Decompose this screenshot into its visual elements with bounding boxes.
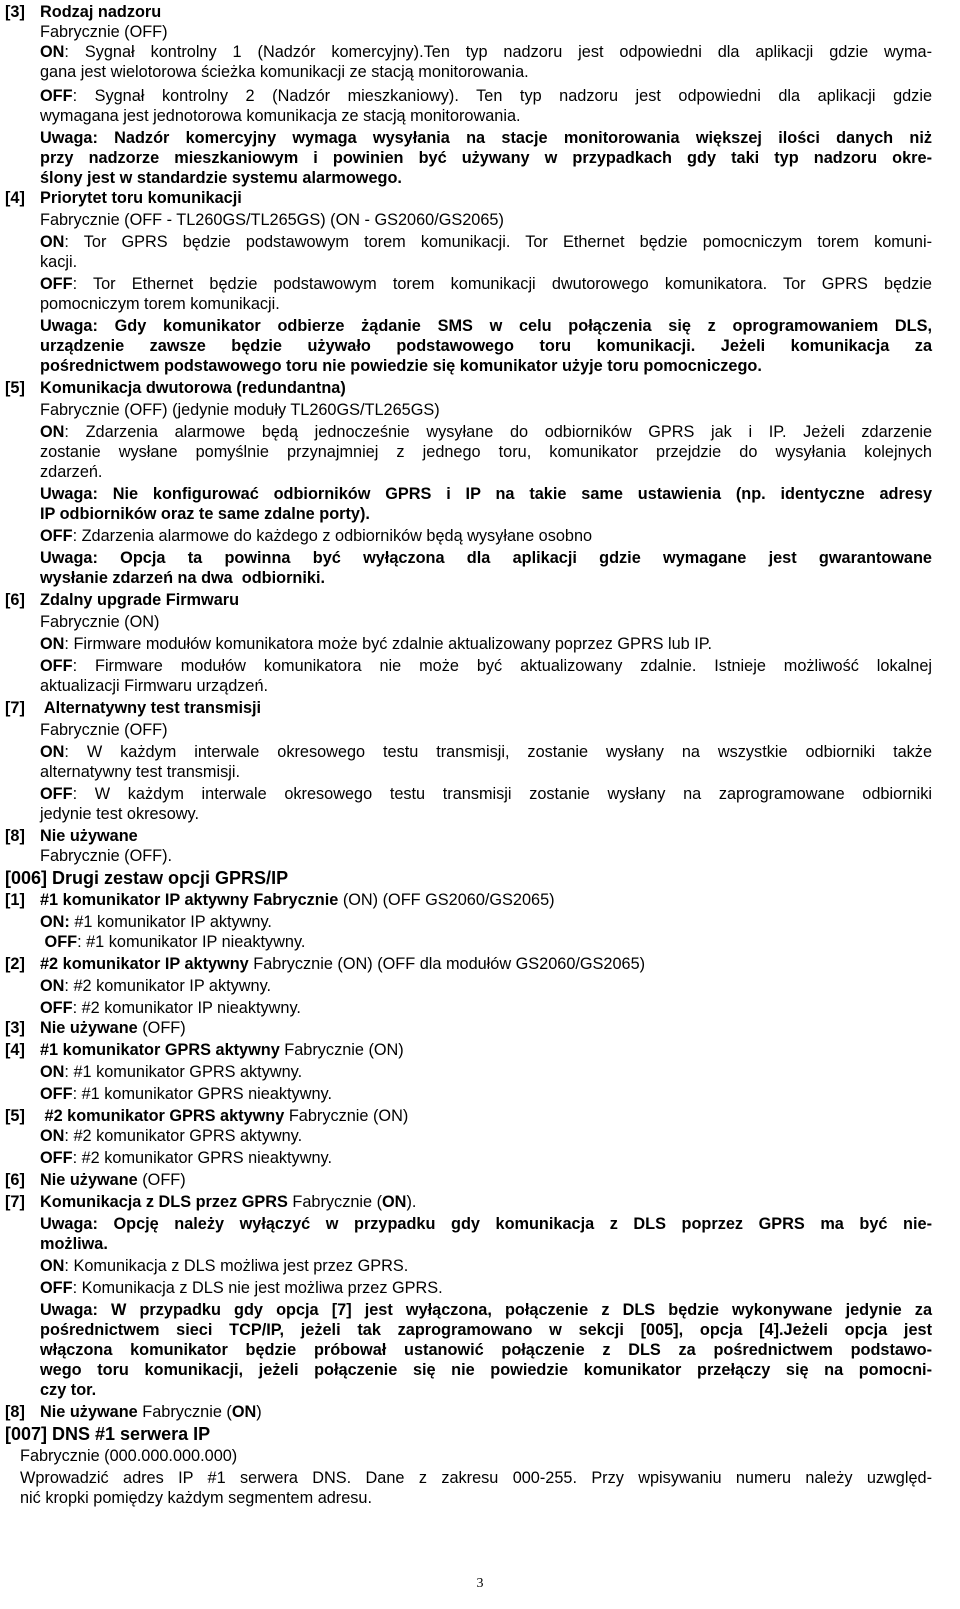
bold-text: włączona komunikator będzie próbował ustanowić połączenie z DLS za pośrednictwem podstawo- [40,1341,932,1359]
bold-text: Komunikacja z DLS przez GPRS [40,1193,288,1211]
option-number: [2] [5,955,25,973]
text-line [40,22,168,42]
body-text: : #1 komunikator GPRS aktywny. [64,1063,303,1081]
bold-text: pośrednictwem sieci TCP/IP, jeżeli tak zaprogramowano w sekcji [005], opcja [4].Jeżeli opcja jest [40,1321,932,1339]
body-text: zdarzeń. [40,463,103,481]
bold-text: Nie używane [40,1171,138,1189]
body-text: ) [256,1403,262,1421]
section-title: [007] DNS #1 serwera IP [5,1424,211,1444]
bold-text: ON [40,43,65,61]
text-line [40,1148,332,1168]
body-text: Fabrycznie (000.000.000.000) [20,1447,238,1465]
option-heading [40,1106,408,1126]
bold-text: Uwaga: W przypadku gdy opcja [7] jest wyłączona, połączenie z DLS będzie wykonywane jedynie za [40,1301,932,1319]
option-number: [8] [5,827,25,845]
bold-text: możliwa. [40,1235,108,1253]
text-line [20,1468,932,1488]
text-line [40,634,712,654]
text-line [40,106,521,126]
text-line [40,86,932,106]
text-line [40,1214,932,1234]
body-text: zostanie wysłane pomyślnie przynajmniej z jednego toru, komunikator przejdzie do wysyłania kolejnych [40,443,932,461]
bold-text: wysłanie zdarzeń na dwa odbiorniki. [40,569,325,587]
text-line [40,316,932,336]
body-text: gana jest wielotorowa ścieżka komunikacji ze stacją monitorowania. [40,63,529,81]
bold-text: ON [382,1193,407,1211]
bold-text: OFF [40,1149,73,1167]
option-number: [3] [5,3,25,21]
text-line [40,932,305,952]
body-text: (OFF) [137,1019,186,1037]
body-text: : #1 komunikator IP nieaktywny. [77,933,306,951]
text-line [40,1084,332,1104]
text-line [40,42,932,62]
body-text: : Zdarzenia alarmowe do każdego z odbiorników będą wysyłane osobno [72,527,593,545]
text-line [40,846,172,866]
body-text: : Komunikacja z DLS nie jest możliwa przez GPRS. [72,1279,443,1297]
bold-text: urządzenie zawsze będzie używało podstawowego toru komunikacji. Jeżeli komunikacja za [40,337,932,355]
page-number: 3 [476,1576,484,1591]
section-title: [006] Drugi zestaw opcji GPRS/IP [5,868,289,888]
option-number: [3] [5,1019,25,1037]
body-text: Fabrycznie (ON) (OFF dla modułów GS2060/GS2065) [248,955,646,973]
bold-text: ON [40,423,65,441]
text-line [40,232,932,252]
option-heading [40,1402,262,1422]
body-text: Fabrycznie (OFF) [40,23,168,41]
bold-text: #2 komunikator IP aktywny [40,955,249,973]
bold-text: ON: [40,913,70,931]
bold-text: Uwaga: Nie konfigurować odbiorników GPRS i IP na takie same ustawienia (np. identyczne adresy [40,485,932,503]
body-text: : W każdym interwale okresowego testu transmisji zostanie wysłany na zaprogramowane odbiorniki [72,785,932,803]
text-line [40,762,240,782]
body-text: Fabrycznie (ON) [40,613,160,631]
text-line [40,676,268,696]
text-line [40,912,272,932]
body-text: : Sygnał kontrolny 2 (Nadzór mieszkaniowy). Ten typ nadzoru jest odpowiedni dla aplikacji gdzie [72,87,932,105]
bold-text: przy nadzorze mieszkaniowym i powinien być używany w przypadkach gdy taki typ nadzoru okre- [40,149,932,167]
body-text: pomocniczym torem komunikacji. [40,295,280,313]
option-heading [40,1018,186,1038]
option-heading [40,1192,416,1212]
body-text: : Firmware modułów komunikatora nie może być aktualizowany zdalnie. Istnieje możliwość lokalnej [72,657,932,675]
text-line [40,148,932,168]
option-heading [40,590,239,610]
bold-text: czy tor. [40,1381,97,1399]
bold-text: #1 komunikator IP aktywny Fabrycznie [40,891,339,909]
body-text: ). [406,1193,417,1211]
text-line [40,1256,408,1276]
text-line [40,720,168,740]
text-line [40,1360,932,1380]
text-line [40,336,932,356]
text-line [40,1062,302,1082]
text-line [40,804,199,824]
body-text: aktualizacji Firmwaru urządzeń. [40,677,269,695]
text-line [40,400,440,420]
bold-text: ON [231,1403,257,1421]
text-line [40,62,529,82]
bold-text: Uwaga: Opcję należy wyłączyć w przypadku gdy komunikacja z DLS poprzez GPRS ma być nie- [40,1215,932,1233]
bold-text: ON [40,1127,65,1145]
body-text: (ON) (OFF GS2060/GS2065) [338,891,555,909]
bold-text: Nie używane [40,1019,138,1037]
bold-text: Uwaga: Opcja ta powinna być wyłączona dla aplikacji gdzie wymagane jest gwarantowane [40,549,932,567]
body-text: Wprowadzić adres IP #1 serwera DNS. Dane z zakresu 000-255. Przy wpisywaniu numeru należy uzwględ- [20,1469,932,1487]
text-line [40,1126,302,1146]
text-line [40,504,370,524]
bold-text: Priorytet toru komunikacji [40,189,242,207]
body-text: Fabrycznie ( [137,1403,232,1421]
option-number: [7] [5,1193,25,1211]
option-heading [40,1040,404,1060]
text-line [40,484,932,504]
option-number: [5] [5,1107,25,1125]
option-heading [40,890,555,910]
body-text: wymagana jest jednotorowa komunikacja ze stacją monitorowania. [40,107,521,125]
bold-text: ON [40,233,65,251]
text-line [40,274,932,294]
bold-text: Nie używane [40,827,138,845]
text-line [40,356,762,376]
bold-text: Zdalny upgrade Firmwaru [40,591,240,609]
text-line [40,742,932,762]
body-text: Fabrycznie (ON) [279,1041,404,1059]
option-number: [6] [5,591,25,609]
bold-text: #2 komunikator GPRS aktywny [40,1107,285,1125]
option-heading [40,826,138,846]
text-line [40,526,592,546]
text-line [40,1300,932,1320]
text-line [40,784,932,804]
bold-text: OFF [40,87,73,105]
option-number: [4] [5,189,25,207]
option-heading [40,698,261,718]
option-heading [40,1170,186,1190]
text-line [5,1424,210,1445]
bold-text: IP odbiorników oraz te same zdalne porty). [40,505,370,523]
text-line [40,462,102,482]
body-text: : W każdym interwale okresowego testu transmisji, zostanie wysłany na wszystkie odbiorniki także [64,743,932,761]
body-text: Fabrycznie (OFF) [40,721,168,739]
text-line [40,548,932,568]
bold-text: OFF [40,933,78,951]
body-text: Fabrycznie ( [287,1193,383,1211]
body-text: Fabrycznie (OFF) (jedynie moduły TL260GS/TL265GS) [40,401,440,419]
text-line [40,1278,443,1298]
bold-text: ślony jest w standardzie systemu alarmowego. [40,169,402,187]
body-text: Fabrycznie (OFF). [40,847,173,865]
body-text: : #2 komunikator IP aktywny. [64,977,272,995]
bold-text: Uwaga: Nadzór komercyjny wymaga wysyłania na stacje monitorowania większej ilości danych niż [40,129,932,147]
option-number: [5] [5,379,25,397]
option-heading [40,378,346,398]
bold-text: ON [40,1257,65,1275]
text-line [40,1320,932,1340]
body-text: : Tor GPRS będzie podstawowym torem komunikacji. Tor Ethernet będzie pomocniczym torem komuni- [64,233,932,251]
bold-text: Rodzaj nadzoru [40,3,162,21]
option-number: [8] [5,1403,25,1421]
body-text: : Sygnał kontrolny 1 (Nadzór komercyjny).Ten typ nadzoru jest odpowiedni dla aplikacji gdzie wyma- [64,43,932,61]
text-line [40,210,504,230]
body-text: Fabrycznie (OFF - TL260GS/TL265GS) (ON - GS2060/GS2065) [40,211,504,229]
text-line [40,1234,108,1254]
bold-text: pośrednictwem podstawowego toru nie powiedzie się komunikator użyje toru pomocniczego. [40,357,762,375]
text-line [40,294,280,314]
bold-text: OFF [40,1085,73,1103]
bold-text: OFF [40,275,73,293]
bold-text: OFF [40,527,73,545]
bold-text: Alternatywny test transmisji [40,699,262,717]
option-number: [4] [5,1041,25,1059]
option-number: [7] [5,699,25,717]
text-line [40,442,932,462]
text-line [40,422,932,442]
text-line [20,1446,237,1466]
text-line [40,1340,932,1360]
bold-text: Uwaga: Gdy komunikator odbierze żądanie SMS w celu połączenia się z oprogramowaniem DLS, [40,317,932,335]
body-text: nić kropki pomiędzy każdym segmentem adresu. [20,1489,373,1507]
bold-text: #1 komunikator GPRS aktywny [40,1041,280,1059]
option-heading [40,188,242,208]
bold-text: Nie używane [40,1403,138,1421]
option-number: [1] [5,891,25,909]
bold-text: ON [40,1063,65,1081]
body-text: : Tor Ethernet będzie podstawowym torem komunikacji dwutorowego komunikatora. Tor GPRS będzie [72,275,932,293]
body-text: kacji. [40,253,78,271]
bold-text: ON [40,977,65,995]
body-text: alternatywny test transmisji. [40,763,240,781]
bold-text: OFF [40,657,73,675]
body-text: #1 komunikator IP aktywny. [69,913,272,931]
text-line [5,868,288,889]
body-text: : #2 komunikator IP nieaktywny. [72,999,301,1017]
text-line [40,1380,96,1400]
body-text: Fabrycznie (ON) [284,1107,409,1125]
body-text: : Zdarzenia alarmowe będą jednocześnie wysyłane do odbiorników GPRS jak i IP. Jeżeli zdarzenie [64,423,932,441]
option-number: [6] [5,1171,25,1189]
body-text: : #1 komunikator GPRS nieaktywny. [72,1085,332,1103]
body-text: : #2 komunikator GPRS nieaktywny. [72,1149,332,1167]
text-line [40,998,301,1018]
text-line [40,976,271,996]
body-text: jedynie test okresowy. [40,805,199,823]
text-line [40,612,159,632]
bold-text: OFF [40,999,73,1017]
bold-text: ON [40,743,65,761]
text-line [40,656,932,676]
bold-text: OFF [40,785,73,803]
text-line [40,252,77,272]
text-line [40,168,402,188]
text-line [20,1488,372,1508]
text-line [40,128,932,148]
body-text: : Komunikacja z DLS możliwa jest przez GPRS. [64,1257,409,1275]
bold-text: Komunikacja dwutorowa (redundantna) [40,379,346,397]
text-line [40,568,325,588]
bold-text: wego toru komunikacji, jeżeli połączenie się nie powiedzie komunikator przełączy się na pomocni- [40,1361,932,1379]
body-text: : Firmware modułów komunikatora może być zdalnie aktualizowany poprzez GPRS lub IP. [64,635,713,653]
body-text: (OFF) [137,1171,186,1189]
option-heading [40,954,645,974]
bold-text: ON [40,635,65,653]
body-text: : #2 komunikator GPRS aktywny. [64,1127,303,1145]
bold-text: OFF [40,1279,73,1297]
option-heading [40,2,161,22]
